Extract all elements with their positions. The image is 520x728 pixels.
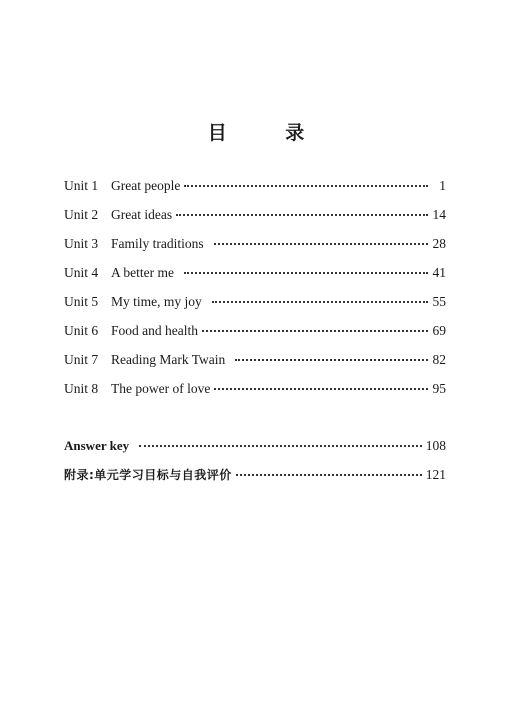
unit-number: Unit 3 — [64, 236, 99, 251]
dot-leader — [139, 436, 422, 450]
unit-title: Family traditions — [111, 236, 204, 251]
unit-title: Great ideas — [111, 207, 173, 222]
unit-number: Unit 7 — [64, 352, 99, 367]
unit-number: Unit 8 — [64, 381, 99, 396]
toc-entry-appendix[interactable] — [64, 465, 446, 494]
page-number: 69 — [432, 323, 446, 338]
dot-leader — [235, 350, 428, 364]
dot-leader — [184, 176, 428, 190]
page-number: 82 — [432, 352, 446, 367]
appendix-contents — [64, 436, 446, 494]
unit-title: The power of love — [111, 381, 211, 396]
toc-entry-unit-8[interactable] — [64, 379, 446, 408]
dot-leader — [214, 379, 428, 393]
toc-entry-unit-3[interactable] — [64, 234, 446, 263]
dot-leader — [212, 292, 428, 306]
page-number: 121 — [425, 467, 446, 482]
page-number: 108 — [425, 438, 446, 453]
unit-title: My time, my joy — [111, 294, 202, 309]
table-of-contents — [64, 176, 446, 408]
unit-title: Great people — [111, 178, 181, 193]
unit-number: Unit 1 — [64, 178, 99, 193]
unit-title: Reading Mark Twain — [111, 352, 226, 367]
dot-leader — [176, 205, 428, 219]
dot-leader — [214, 234, 428, 248]
page-number: 1 — [439, 178, 446, 193]
page-number: 55 — [432, 294, 446, 309]
dot-leader — [236, 465, 422, 479]
toc-entry-unit-4[interactable] — [64, 263, 446, 292]
unit-number: Unit 2 — [64, 207, 99, 222]
toc-entry-unit-1[interactable] — [64, 176, 446, 205]
unit-number: Unit 6 — [64, 323, 99, 338]
toc-entry-unit-6[interactable] — [64, 321, 446, 350]
unit-number: Unit 4 — [64, 265, 99, 280]
unit-title: A better me — [111, 265, 174, 280]
dot-leader — [202, 321, 428, 335]
toc-entry-answer-key[interactable] — [64, 436, 446, 465]
page-number: 14 — [432, 207, 446, 222]
answer-key-title: Answer key — [64, 438, 130, 453]
toc-entry-unit-5[interactable] — [64, 292, 446, 321]
toc-entry-unit-2[interactable] — [64, 205, 446, 234]
page-title: 目 录 — [207, 122, 331, 144]
unit-title: Food and health — [111, 323, 198, 338]
page-number: 95 — [432, 381, 446, 396]
dot-leader — [184, 263, 428, 277]
appendix-title: 附录:单元学习目标与自我评价 — [64, 468, 232, 482]
page-number: 41 — [432, 265, 446, 280]
toc-entry-unit-7[interactable] — [64, 350, 446, 379]
page-number: 28 — [432, 236, 446, 251]
unit-number: Unit 5 — [64, 294, 99, 309]
